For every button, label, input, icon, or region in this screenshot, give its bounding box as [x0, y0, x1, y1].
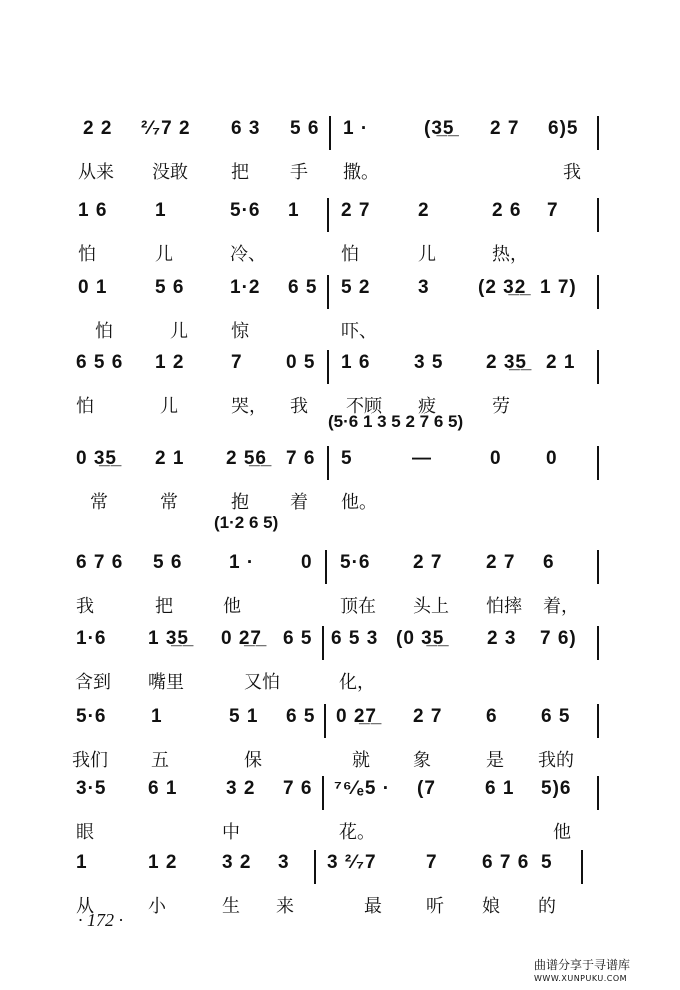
- note-group: 3 2: [222, 852, 252, 873]
- lyric: 从: [76, 896, 94, 917]
- note-group: 1: [76, 852, 88, 873]
- lyric: 是: [486, 750, 504, 771]
- lyric: 的: [538, 896, 556, 917]
- lyric: 他: [223, 596, 241, 617]
- barline: [597, 776, 599, 810]
- lyric: 着: [290, 492, 308, 513]
- lyric: 听: [426, 896, 444, 917]
- lyric: 怕: [78, 244, 96, 265]
- interlude-annotation: (5·6 1 3 5 2 7 6 5): [328, 412, 464, 431]
- lyrics-row: [0, 158, 680, 188]
- note-group: 5·6: [230, 200, 261, 221]
- lyric: 不顾: [346, 396, 382, 417]
- note-group: 1 7): [540, 277, 577, 298]
- lyric: 撒。: [343, 162, 379, 183]
- lyric: 把: [231, 162, 249, 183]
- note-group: 7 6: [283, 778, 313, 799]
- lyric: 中: [222, 822, 240, 843]
- notes-row: [0, 628, 680, 666]
- note-group: 7: [426, 852, 438, 873]
- barline: [322, 626, 324, 660]
- lyric: 花。: [339, 822, 375, 843]
- score-system-4: [0, 352, 680, 452]
- lyric: 顶在: [340, 596, 376, 617]
- notes-row: [0, 352, 680, 390]
- barline: [597, 198, 599, 232]
- note-group: 6 5: [288, 277, 318, 298]
- note-group: 5·6: [76, 706, 107, 727]
- note-group: 6 1: [148, 778, 178, 799]
- lyric: 怕: [76, 396, 94, 417]
- note-group: 1: [155, 200, 167, 221]
- lyrics-row: [0, 818, 680, 848]
- lyric: 嘴里: [148, 672, 184, 693]
- note-group: 5: [341, 448, 353, 469]
- note-group: ⁷⁶⁄ₑ5 ·: [334, 778, 391, 799]
- lyric: 手: [290, 162, 308, 183]
- note-group: 5 1: [229, 706, 259, 727]
- lyric: 儿: [160, 396, 178, 417]
- note-group: 5)6: [541, 778, 572, 799]
- note-group: 2: [418, 200, 430, 221]
- note-group: 5 6: [153, 552, 183, 573]
- lyric: 他: [553, 822, 571, 843]
- page-number: · 172 ·: [78, 910, 123, 930]
- note-group: 5·6: [340, 552, 371, 573]
- lyric: 我: [76, 596, 94, 617]
- barline: [597, 446, 599, 480]
- note-group: 1 2: [155, 352, 185, 373]
- lyric: 他。: [341, 492, 377, 513]
- interlude-annotation: (1·2 6 5): [214, 513, 279, 532]
- note-group: 6 5: [283, 628, 313, 649]
- note-group: 5 6: [155, 277, 185, 298]
- note-group: 3: [278, 852, 290, 873]
- barline: [597, 550, 599, 584]
- score-system-5: [0, 448, 680, 548]
- note-group: 1 6: [341, 352, 371, 373]
- note-group: 6 5 6: [76, 352, 124, 373]
- note-group: 2 1: [155, 448, 185, 469]
- note-group: 6: [543, 552, 555, 573]
- barline: [581, 850, 583, 884]
- note-group: 6: [486, 706, 498, 727]
- lyric: 娘: [482, 896, 500, 917]
- lyric: 把: [155, 596, 173, 617]
- lyric: 象: [413, 750, 431, 771]
- watermark-url: WWW.XUNPUKU.COM: [534, 974, 628, 983]
- lyrics-row: [0, 592, 680, 622]
- lyrics-row: [0, 317, 680, 347]
- note-group: (0 3̲5̲: [396, 628, 445, 649]
- lyric: 含到: [75, 672, 111, 693]
- note-group: 3 5: [414, 352, 444, 373]
- watermark-title: 曲谱分享于寻谱库: [534, 958, 631, 972]
- lyric: 眼: [76, 822, 94, 843]
- note-group: 1: [151, 706, 163, 727]
- barline: [327, 350, 329, 384]
- lyrics-row: [0, 746, 680, 776]
- lyric: 又怕: [244, 672, 280, 693]
- note-group: 6 5: [541, 706, 571, 727]
- lyric: 哭，: [231, 396, 267, 417]
- note-group: 6 5 3: [331, 628, 379, 649]
- note-group: 1·2: [230, 277, 261, 298]
- barline: [597, 704, 599, 738]
- note-group: 2 5̲6̲: [226, 448, 267, 469]
- note-group: 2 7: [486, 552, 516, 573]
- lyric: 我们: [72, 750, 108, 771]
- lyric: 儿: [418, 244, 436, 265]
- note-group: 3·5: [76, 778, 107, 799]
- note-group: ²⁄₇7 2: [141, 118, 191, 139]
- note-group: 6 7 6: [482, 852, 530, 873]
- lyric: 着，: [543, 596, 579, 617]
- lyric: 头上: [413, 596, 449, 617]
- notes-row: [0, 778, 680, 816]
- barline: [322, 776, 324, 810]
- lyrics-row: [0, 488, 680, 518]
- lyric: 常: [90, 492, 108, 513]
- note-group: 1 3̲5̲: [148, 628, 189, 649]
- note-group: 7 6: [286, 448, 316, 469]
- note-group: 3 ²⁄₇7: [327, 852, 377, 873]
- lyric: 惊: [231, 321, 249, 342]
- note-group: 3: [418, 277, 430, 298]
- notes-row: [0, 277, 680, 315]
- notes-row: [0, 552, 680, 590]
- notes-row: [0, 200, 680, 238]
- note-group: 0: [546, 448, 558, 469]
- barline: [327, 446, 329, 480]
- note-group: 7 6): [540, 628, 577, 649]
- lyric: 最: [364, 896, 382, 917]
- note-group: 2 7: [413, 706, 443, 727]
- note-group: 2 1: [546, 352, 576, 373]
- note-group: 6 3: [231, 118, 261, 139]
- barline: [597, 626, 599, 660]
- note-group: 0 3̲5̲: [76, 448, 117, 469]
- note-group: 2 7: [413, 552, 443, 573]
- note-group: 2 7: [341, 200, 371, 221]
- note-group: 0 1: [78, 277, 108, 298]
- score-system-10: [0, 852, 680, 952]
- lyric: 怕摔: [486, 596, 522, 617]
- note-group: 2 2: [83, 118, 113, 139]
- lyric: 抱: [231, 492, 249, 513]
- note-group: 5 2: [341, 277, 371, 298]
- note-group: 1·6: [76, 628, 107, 649]
- notes-row: [0, 118, 680, 156]
- note-group: 6 1: [485, 778, 515, 799]
- note-group: 1 ·: [229, 552, 255, 573]
- lyric: 儿: [155, 244, 173, 265]
- barline: [327, 198, 329, 232]
- notes-row: [0, 852, 680, 890]
- lyric: 疲: [418, 396, 436, 417]
- lyrics-row: [0, 668, 680, 698]
- note-group: 0: [490, 448, 502, 469]
- lyric: 五: [151, 750, 169, 771]
- note-group: 5 6: [290, 118, 320, 139]
- lyric: 冷、: [230, 244, 266, 265]
- note-group: 5: [541, 852, 553, 873]
- site-watermark: [534, 958, 630, 986]
- notes-row: [0, 706, 680, 744]
- note-group: 6)5: [548, 118, 579, 139]
- lyric: 我: [563, 162, 581, 183]
- note-group: (3̲5̲: [424, 118, 455, 139]
- note-group: 0 2̲7̲: [221, 628, 262, 649]
- note-group: 1 2: [148, 852, 178, 873]
- lyric: 来: [276, 896, 294, 917]
- note-group: 2 7: [490, 118, 520, 139]
- barline: [314, 850, 316, 884]
- lyric: 怕: [341, 244, 359, 265]
- lyric: 从来: [78, 162, 114, 183]
- barline: [597, 116, 599, 150]
- note-group: 3 2: [226, 778, 256, 799]
- note-group: 2 6: [492, 200, 522, 221]
- note-group: 6 5: [286, 706, 316, 727]
- lyric: 我的: [538, 750, 574, 771]
- lyric: 保: [244, 750, 262, 771]
- lyric: 我: [290, 396, 308, 417]
- lyric: 小: [148, 896, 166, 917]
- lyric: 没敢: [152, 162, 188, 183]
- barline: [324, 704, 326, 738]
- lyrics-row: [0, 240, 680, 270]
- note-group: (2 3̲2̲: [478, 277, 527, 298]
- note-group: 6 7 6: [76, 552, 124, 573]
- lyric: 怕: [95, 321, 113, 342]
- barline: [325, 550, 327, 584]
- note-group: —: [412, 448, 432, 469]
- note-group: 7: [547, 200, 559, 221]
- note-group: (7: [417, 778, 436, 799]
- note-group: 7: [231, 352, 243, 373]
- note-group: 0 2̲7̲: [336, 706, 377, 727]
- barline: [327, 275, 329, 309]
- lyric: 儿: [170, 321, 188, 342]
- barline: [329, 116, 331, 150]
- lyric: 热，: [492, 244, 528, 265]
- note-group: 2 3: [487, 628, 517, 649]
- lyric: 生: [222, 896, 240, 917]
- lyric: 化，: [339, 672, 375, 693]
- note-group: 1 ·: [343, 118, 369, 139]
- lyric: 劳: [492, 396, 510, 417]
- note-group: 2 3̲5̲: [486, 352, 527, 373]
- note-group: 1: [288, 200, 300, 221]
- lyric: 吓、: [341, 321, 377, 342]
- lyric: 就: [352, 750, 370, 771]
- note-group: 1 6: [78, 200, 108, 221]
- note-group: 0: [301, 552, 313, 573]
- lyric: 常: [160, 492, 178, 513]
- barline: [597, 275, 599, 309]
- notes-row: [0, 448, 680, 486]
- barline: [597, 350, 599, 384]
- note-group: 0 5: [286, 352, 316, 373]
